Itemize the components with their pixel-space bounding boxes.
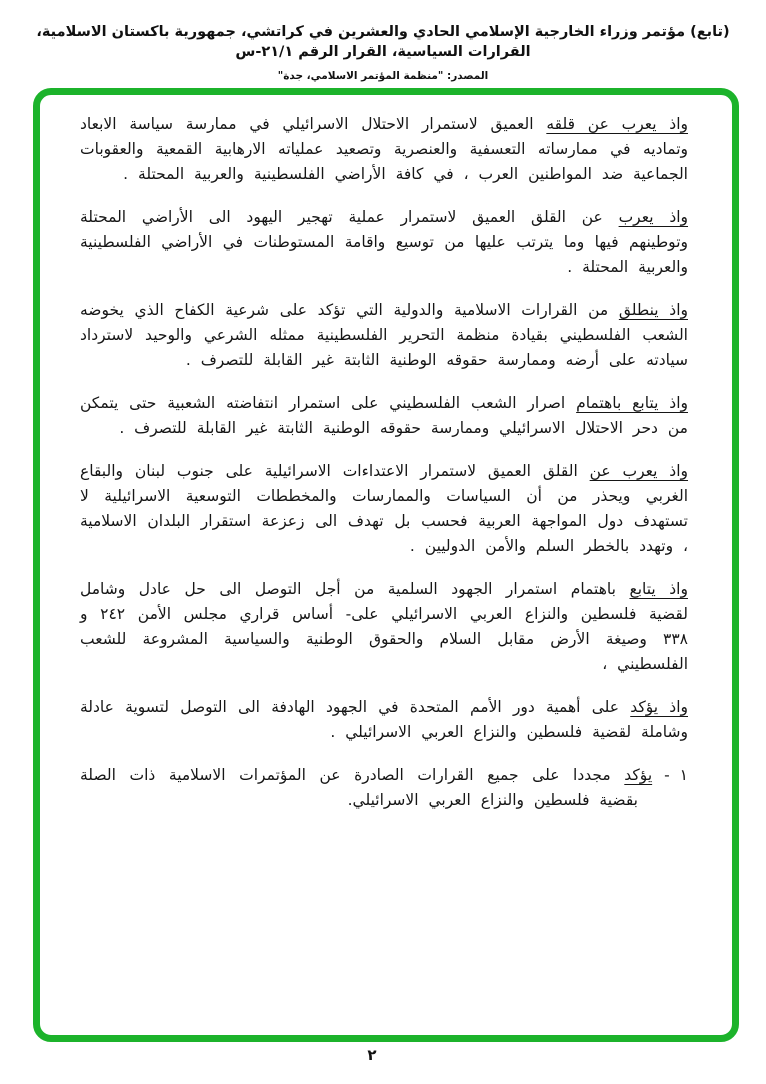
paragraph-text: على أهمية دور الأمم المتحدة في الجهود الهادفة الى التوصل لتسوية عادلة وشاملة لقضية فلسطين والنزاع العربي الاسرائيلي . bbox=[80, 698, 688, 741]
preamble-paragraph bbox=[80, 459, 688, 559]
paragraph-lead-underlined: واذ يتابع bbox=[629, 580, 688, 598]
document-body bbox=[40, 95, 732, 1035]
item-number: ١ - bbox=[664, 766, 688, 784]
item-text: مجددا على جميع القرارات الصادرة عن المؤتمرات الاسلامية ذات الصلة بقضية فلسطين والنزاع العربي الاسرائيلي. bbox=[80, 766, 638, 809]
header-title-line: (تابع) مؤتمر وزراء الخارجية الإسلامي الحادي والعشرين في كراتشي، جمهورية باكستان الاسلامية، القرارات السياسية، القرار الرقم ٢١/١-س bbox=[36, 24, 730, 60]
paragraph-text: من القرارات الاسلامية والدولية التي تؤكد على شرعية الكفاح الذي يخوضه الشعب الفلسطيني بقيادة منظمة التحرير الفلسطينية ممثله الشرعي والوحيد لاسترداد سيادته على أرضه وممارسة حقوقه الوطنية الثابتة غير القابلة للتصرف . bbox=[80, 301, 688, 369]
paragraph-lead-underlined: واذ ينطلق bbox=[618, 301, 688, 319]
preamble-paragraph bbox=[80, 695, 688, 745]
paragraph-lead-underlined: واذ يعرب عن bbox=[589, 462, 689, 480]
preamble-paragraph bbox=[80, 205, 688, 280]
paragraph-text: عن القلق العميق لاستمرار عملية تهجير اليهود الى الأراضي المحتلة وتوطينهم فيها وما يترتب عليها من توسيع واقامة المستوطنات في الأراضي الفلسطينية والعربية المحتلة . bbox=[80, 208, 688, 276]
paragraph-lead-underlined: واذ يعرب bbox=[618, 208, 689, 226]
preamble-paragraph bbox=[80, 298, 688, 373]
preamble-paragraph bbox=[80, 112, 688, 187]
preamble-paragraph bbox=[80, 391, 688, 441]
paragraph-lead-underlined: واذ يتابع باهتمام bbox=[576, 394, 688, 412]
paragraph-text: باهتمام استمرار الجهود السلمية من أجل التوصل الى حل عادل وشامل لقضية فلسطين والنزاع العربي الاسرائيلي على- أساس قراري مجلس الأمن ٢٤٢ و ٣٣٨ وصيغة الأرض مقابل السلام والحقوق الوطنية والسياسية المشروعة للشعب الفلسطيني ، bbox=[80, 580, 688, 673]
paragraph-text: القلق العميق لاستمرار الاعتداءات الاسرائيلية على جنوب لبنان والبقاع الغربي ويحذر من أن السياسات والممارسات والمخططات التوسعية الاسرائيلية لا تستهدف دول المواجهة العربية فحسب بل تهدف الى زعزعة استقرار البلدان الاسلامية ، وتهدد بالخطر السلم والأمن الدوليين . bbox=[80, 462, 688, 555]
numbered-operative-item bbox=[80, 763, 688, 813]
paragraph-text: العميق لاستمرار الاحتلال الاسرائيلي في ممارسة سياسة الابعاد وتماديه في ممارساته التعسفية والعنصرية وتصعيد عملياته الارهابية القمعية والعقوبات الجماعية ضد المواطنين العرب ، في كافة الأراضي الفلسطينية والعربية المحتلة . bbox=[80, 115, 688, 183]
item-lead-underlined: يؤكد bbox=[624, 766, 653, 784]
green-frame bbox=[33, 88, 739, 1042]
document-header bbox=[10, 22, 756, 82]
preamble-paragraph bbox=[80, 577, 688, 677]
paragraph-lead-underlined: واذ يؤكد bbox=[630, 698, 688, 716]
paragraph-text: اصرار الشعب الفلسطيني على استمرار انتفاضته الشعبية حتى يتمكن من دحر الاحتلال الاسرائيلي وممارسة حقوقه الوطنية الثابتة غير القابلة للتصرف . bbox=[80, 394, 688, 437]
paragraph-lead-underlined: واذ يعرب عن قلقه bbox=[546, 115, 688, 133]
header-source-line: المصدر: "منظمة المؤتمر الاسلامي، جدة" bbox=[277, 70, 489, 82]
page-number: ٢ bbox=[367, 1046, 377, 1064]
